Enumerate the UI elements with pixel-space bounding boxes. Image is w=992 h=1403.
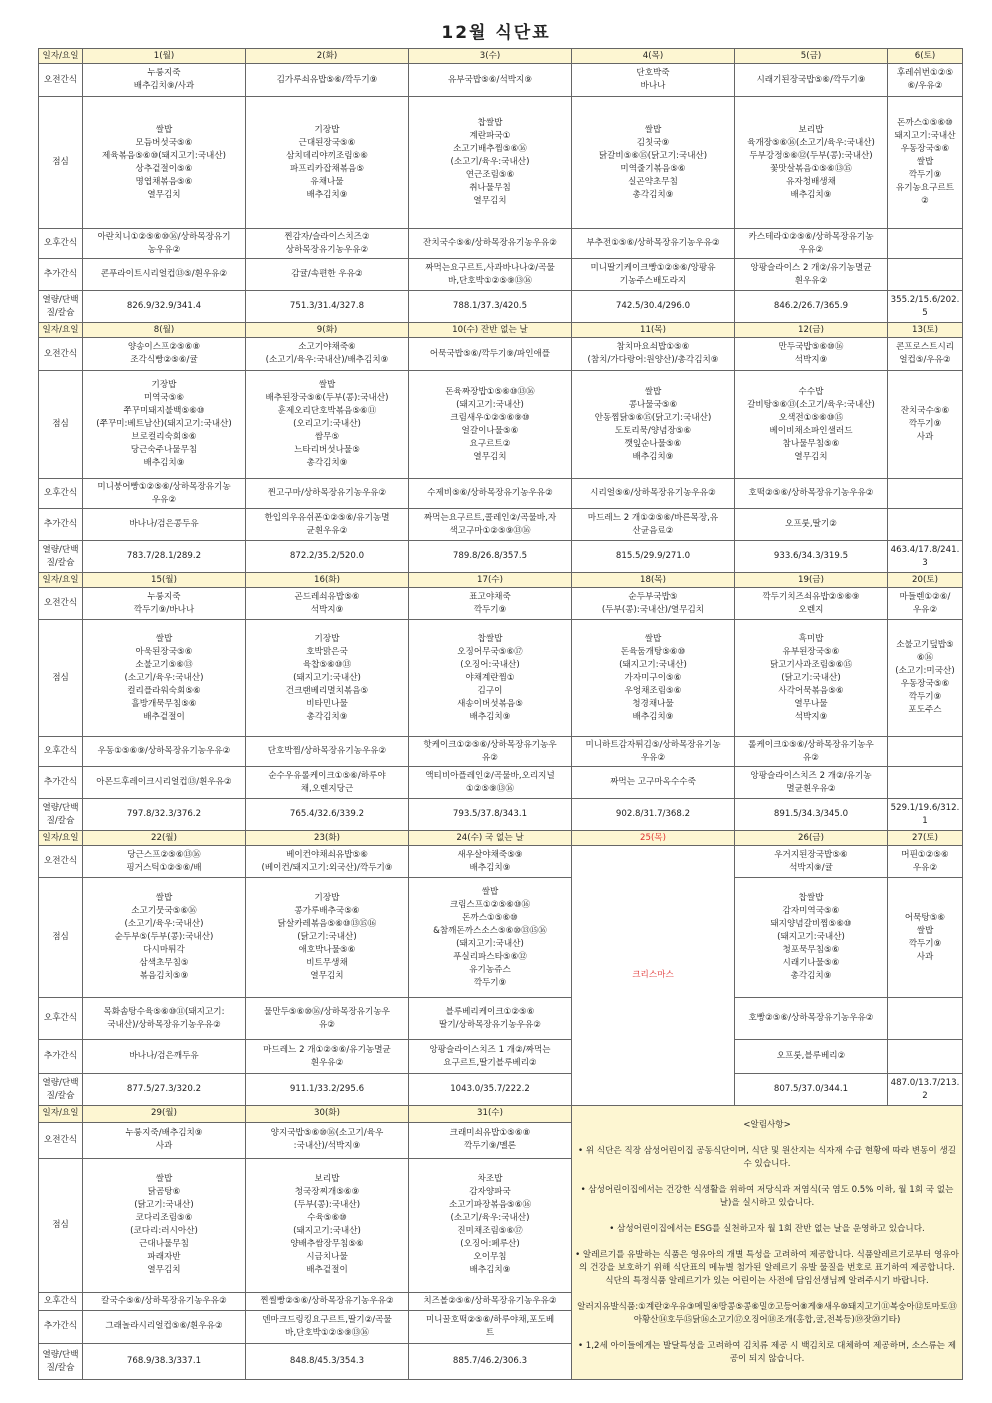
nutri-cell: 877.5/27.3/320.2 bbox=[83, 1074, 246, 1106]
date-cell: 18(목) bbox=[572, 573, 735, 588]
extra-label: 추가간식 bbox=[39, 1310, 83, 1344]
week-2-extra bbox=[39, 509, 963, 541]
notice-item: • 삼성어린이집에서는 건강한 식생활을 위하여 저당식과 저염식(국 염도 0.5% 이하, 월 1회 국 없는 날)을 실시하고 있습니다. bbox=[580, 1185, 954, 1208]
week-4-lunch bbox=[39, 878, 963, 998]
nutri-cell: 783.7/28.1/289.2 bbox=[83, 541, 246, 573]
extra-cell: 아몬드후레이크시리얼컵⑬/흰우유② bbox=[83, 767, 246, 799]
lunch-cell: 찹쌀밥 감자미역국⑤⑥ 돼지양념갈비찜⑤⑥⑩ (돼지고기:국내산) 청포묵무침⑤⑥ 시래기나물⑤⑥ 총각김치⑨ bbox=[735, 878, 888, 998]
week-2-lunch bbox=[39, 371, 963, 479]
am-cell: 누룽지죽 배추김치⑨/사과 bbox=[83, 64, 246, 97]
nutri-cell: 789.8/26.8/357.5 bbox=[409, 541, 572, 573]
nutri-cell: 826.9/32.9/341.4 bbox=[83, 291, 246, 323]
week-1-pm bbox=[39, 229, 963, 259]
nutri-cell: 911.1/33.2/295.6 bbox=[246, 1074, 409, 1106]
pm-cell: 호빵②⑤⑥/상하목장유기농우유② bbox=[735, 998, 888, 1040]
pm-cell: 카스테라①②⑤⑥/상하목장유기농 우유② bbox=[735, 229, 888, 259]
am-cell: 마들렌①②⑥/ 우유② bbox=[888, 588, 963, 620]
extra-cell: 미니딸기케이크빵①②⑤⑥/앙팡유 기농주스배도라지 bbox=[572, 259, 735, 291]
date-cell: 26(금) bbox=[735, 831, 888, 846]
date-cell: 24(수) 국 없는 날 bbox=[409, 831, 572, 846]
nutri-cell: 902.8/31.7/368.2 bbox=[572, 799, 735, 831]
lunch-cell: 쌀밥 크림스프①②⑤⑥⑩⑯ 돈까스①⑤⑥⑩ &참깨돈까스소스⑤⑥⑩⑬⑮⑯ (돼지고기:국내산) 푸실리파스타⑤⑥⑫ 유기농쥬스 깍두기⑨ bbox=[409, 878, 572, 998]
nutri-cell: 885.7/46.2/306.3 bbox=[409, 1344, 572, 1380]
extra-cell: 마드레느 2 개①②⑤⑥/유기농멸균 흰우유② bbox=[246, 1040, 409, 1074]
notice-item: • 알레르기를 유발하는 식품은 영유아의 개별 특성을 고려하여 제공합니다. 식품알레르기로부터 영유아의 건강을 보호하기 위해 식단표의 메뉴별 첨가된 알레르기 유발 물질을 번호로 표기하여 제공합니다. 식단의 특정식품 알레르기가 있는 어린이는 사전에 담임선생님께 알려주시기 바랍니다. bbox=[575, 1250, 959, 1286]
extra-cell: 앙팡슬라이스 2 개②/유기농멸균 흰우유② bbox=[735, 259, 888, 291]
lunch-cell: 흑미밥 유부된장국⑤⑥ 닭고기사과조림⑤⑥⑮ (닭고기:국내산) 사각어묵볶음⑤⑥ 열무나물 석박지⑨ bbox=[735, 620, 888, 737]
week-3-lunch bbox=[39, 620, 963, 737]
lunch-cell: 쌀밥 모듬버섯국⑤⑥ 제육볶음⑤⑥⑩(돼지고기:국내산) 상추겉절이⑤⑥ 명엽채볶음⑤⑥ 열무김치 bbox=[83, 97, 246, 229]
nutri-cell: 765.4/32.6/339.2 bbox=[246, 799, 409, 831]
extra-cell bbox=[888, 259, 963, 291]
day-label: 일자/요일 bbox=[39, 831, 83, 846]
lunch-cell: 차조밥 감자양파국 소고기파장볶음⑤⑥⑯ (소고기/육우:국내산) 진미채조림⑤⑥⑰ (오징어:페루산) 오이무침 배추김치⑨ bbox=[409, 1158, 572, 1292]
pm-cell: 찐감자/슬라이스치즈② 상하목장유기농우유② bbox=[246, 229, 409, 259]
holiday-cell: 크리스마스 bbox=[572, 846, 735, 1106]
week-4-extra bbox=[39, 1040, 963, 1074]
notice-panel bbox=[572, 1106, 963, 1380]
lunch-cell: 쌀밥 김칫국⑨ 닭갈비⑤⑥⑮(닭고기:국내산) 미역줄기볶음⑤⑥ 실곤약초무침 총각김치⑨ bbox=[572, 97, 735, 229]
lunch-cell: 쌀밥 돈육둠개탕⑤⑥⑩ (돼지고기:국내산) 가자미구이⑤⑥ 우엉채조림⑤⑥ 청경채나물 배추김치⑨ bbox=[572, 620, 735, 737]
nutri-label: 열량/단백 질/칼슘 bbox=[39, 799, 83, 831]
extra-cell: 짜먹는요구르트,사과바나나②/곡물 바,단호박①②⑤⑨⑬⑯ bbox=[409, 259, 572, 291]
notice-item: • 삼성어린이집에서는 ESG를 실천하고자 월 1회 잔반 없는 날을 운영하고 있습니다. bbox=[609, 1224, 925, 1234]
nutri-cell: 768.9/38.3/337.1 bbox=[83, 1344, 246, 1380]
notice-item: • 위 식단은 직장 삼성어린이집 공동식단이며, 식단 및 원산지는 식자재 수급 현황에 따라 변동이 생길 수 있습니다. bbox=[577, 1146, 957, 1169]
am-label: 오전간식 bbox=[39, 1122, 83, 1158]
am-cell: 유부국밥⑤⑥/석박지⑨ bbox=[409, 64, 572, 97]
lunch-cell: 기장밥 콩가루배추국⑤⑥ 닭살카레볶음⑤⑥⑩⑬⑮⑯ (닭고기:국내산) 애호박나물⑤⑥ 비트무생채 열무김치 bbox=[246, 878, 409, 998]
lunch-cell: 쌀밥 닭곰탕⑥ (닭고기:국내산) 코다리조림⑤⑥ (코다리:러시아산) 근대나물무침 파래자반 열무김치 bbox=[83, 1158, 246, 1292]
lunch-label: 점심 bbox=[39, 371, 83, 479]
week-3-am bbox=[39, 588, 963, 620]
am-cell: 김가루쇠유밥⑤⑥/깍두기⑨ bbox=[246, 64, 409, 97]
page-title: 12월 식단표 bbox=[441, 23, 551, 43]
am-cell: 소고기야채죽⑥ (소고기/육우:국내산)/배추김치⑨ bbox=[246, 338, 409, 371]
pm-cell: 부추전①⑤⑥/상하목장유기농우유② bbox=[572, 229, 735, 259]
extra-cell: 그래놀라시리얼컵⑤⑥/흰우유② bbox=[83, 1310, 246, 1344]
pm-cell: 블루베리케이크①②⑤⑥ 딸기/상하목장유기농우유② bbox=[409, 998, 572, 1040]
lunch-cell: 쌀밥 콩나물국⑤⑥ 안동찜닭⑤⑥⑮(닭고기:국내산) 도토리묵/양념장⑤⑥ 깻잎순나물⑤⑥ 배추김치⑨ bbox=[572, 371, 735, 479]
pm-cell: 치즈볼②⑤⑥/상하목장유기농우유② bbox=[409, 1292, 572, 1310]
nutri-cell: 793.5/37.8/343.1 bbox=[409, 799, 572, 831]
date-cell: 13(토) bbox=[888, 323, 963, 338]
lunch-cell: 돈까스①⑤⑥⑩ 돼지고기:국내산 우동장국⑤⑥ 쌀밥 깍두기⑨ 유기농요구르트 ② bbox=[888, 97, 963, 229]
extra-cell: 액티비아플레인②/곡물바,오리지널 ①②⑤⑨⑬⑯ bbox=[409, 767, 572, 799]
week-1-nutri bbox=[39, 291, 963, 323]
lunch-cell: 소불고기덮밥⑤ ⑥⑯ (소고기:미국산) 우동장국⑤⑥ 깍두기⑨ 포도주스 bbox=[888, 620, 963, 737]
week-4-pm bbox=[39, 998, 963, 1040]
date-cell: 30(화) bbox=[246, 1106, 409, 1123]
allergen-legend: 알러지유발식품:①계란②우유③메밀④땅콩⑤콩⑥밀⑦고등어⑧게⑨새우⑩돼지고기⑪복숭아⑫토마토⑬아황산⑭호두⑮닭⑯소고기⑰오징어⑱조개(홍합,굴,전복등)⑲잣⑳기타) bbox=[577, 1302, 957, 1325]
am-cell: 시래기된장국밥⑤⑥/깍두기⑨ bbox=[735, 64, 888, 97]
date-cell: 8(월) bbox=[83, 323, 246, 338]
lunch-cell: 잔치국수⑤⑥ 깍두기⑨ 사과 bbox=[888, 371, 963, 479]
pm-cell bbox=[888, 229, 963, 259]
notice-heading: <알림사항> bbox=[743, 1120, 791, 1130]
am-cell: 만두국밥⑤⑥⑩⑯ 석박지⑨ bbox=[735, 338, 888, 371]
day-label: 일자/요일 bbox=[39, 323, 83, 338]
nutri-label: 열량/단백 질/칼슘 bbox=[39, 1074, 83, 1106]
pm-cell: 물만두⑤⑥⑩⑯/상하목장유기농우 유② bbox=[246, 998, 409, 1040]
nutri-cell: 487.0/13.7/213. 2 bbox=[888, 1074, 963, 1106]
am-cell: 후레쉬번①②⑤ ⑥/우유② bbox=[888, 64, 963, 97]
date-cell: 10(수) 잔반 없는 날 bbox=[409, 323, 572, 338]
week-4-am bbox=[39, 846, 963, 878]
extra-cell: 앙팡슬라이스치즈 2 개②/유기농 멸균흰우유② bbox=[735, 767, 888, 799]
nutri-cell: 846.2/26.7/365.9 bbox=[735, 291, 888, 323]
nutri-label: 열량/단백 질/칼슘 bbox=[39, 1344, 83, 1380]
week-2-header bbox=[39, 323, 963, 338]
date-cell: 29(월) bbox=[83, 1106, 246, 1123]
date-cell: 2(화) bbox=[246, 49, 409, 64]
lunch-cell: 돈육짜장밥①⑤⑥⑩⑬⑯ (돼지고기:국내산) 크림새우①②⑤⑥⑨⑩ 얼갈이나물⑤⑥ 요구르트② 열무김치 bbox=[409, 371, 572, 479]
lunch-cell: 찹쌀밥 계란파국① 소고기배추찜⑤⑥⑯ (소고기/육우:국내산) 연근조림⑤⑥ 취나물무침 열무김치 bbox=[409, 97, 572, 229]
am-cell: 어묵국밥⑤⑥/깍두기⑨/파인애플 bbox=[409, 338, 572, 371]
am-cell: 크래미쇠유밥①⑤⑥⑧ 깍두기⑨/멜론 bbox=[409, 1122, 572, 1158]
lunch-cell: 기장밥 미역국⑤⑥ 쭈꾸미돼지불백⑤⑥⑩ (쭈꾸미:베트남산)(돼지고기:국내산) 브로컬리숙회⑤⑥ 당근숙주나물무침 배추김치⑨ bbox=[83, 371, 246, 479]
week-1-header bbox=[39, 49, 963, 64]
nutri-cell: 797.8/32.3/376.2 bbox=[83, 799, 246, 831]
lunch-cell: 수수밥 갈비탕⑤⑥⑬(소고기/육우:국내산) 오색전①⑤⑥⑩⑮ 베이비채소파인샐러드 참나물무침⑤⑥ 열무김치 bbox=[735, 371, 888, 479]
am-cell: 누룽지죽 깍두기⑨/바나나 bbox=[83, 588, 246, 620]
extra-label: 추가간식 bbox=[39, 259, 83, 291]
date-cell: 3(수) bbox=[409, 49, 572, 64]
week-3-extra bbox=[39, 767, 963, 799]
extra-cell: 바나나/검은콩두유 bbox=[83, 509, 246, 541]
am-cell: 우거지된장국밥⑤⑥ 석박지⑨/귤 bbox=[735, 846, 888, 878]
lunch-cell: 쌀밥 소고기뭇국⑤⑥⑯ (소고기/육우:국내산) 순두부⑤(두부(콩):국내산) 다시마튀각 삼색초무침⑤ 볶음김치⑤⑨ bbox=[83, 878, 246, 998]
extra-cell: 오프룻,블루베리② bbox=[735, 1040, 888, 1074]
nutri-cell: 788.1/37.3/420.5 bbox=[409, 291, 572, 323]
extra-cell: 바나나/검은깨두유 bbox=[83, 1040, 246, 1074]
am-cell: 단호박죽 바나나 bbox=[572, 64, 735, 97]
extra-label: 추가간식 bbox=[39, 767, 83, 799]
nutri-cell: 355.2/15.6/202. 5 bbox=[888, 291, 963, 323]
date-cell: 5(금) bbox=[735, 49, 888, 64]
day-label: 일자/요일 bbox=[39, 573, 83, 588]
week-1-am bbox=[39, 64, 963, 97]
date-cell: 22(월) bbox=[83, 831, 246, 846]
date-cell: 15(월) bbox=[83, 573, 246, 588]
pm-cell bbox=[888, 998, 963, 1040]
lunch-label: 점심 bbox=[39, 620, 83, 737]
week-4-nutri bbox=[39, 1074, 963, 1106]
week-1-lunch bbox=[39, 97, 963, 229]
date-cell: 6(토) bbox=[888, 49, 963, 64]
pm-cell: 목화솜탕수육⑤⑥⑩⑪(돼지고기: 국내산)/상하목장유기농우유② bbox=[83, 998, 246, 1040]
am-cell: 머핀①②⑤⑥ 우유② bbox=[888, 846, 963, 878]
nutri-cell: 891.5/34.3/345.0 bbox=[735, 799, 888, 831]
am-cell: 당근스프②⑤⑥⑬⑯ 핑거스틱①②⑤⑥/배 bbox=[83, 846, 246, 878]
extra-cell bbox=[888, 509, 963, 541]
am-label: 오전간식 bbox=[39, 338, 83, 371]
am-label: 오전간식 bbox=[39, 846, 83, 878]
week-5-header bbox=[39, 1106, 963, 1123]
extra-cell: 순수우유롤케이크①⑤⑥/하루야 채,오렌지당근 bbox=[246, 767, 409, 799]
week-3-header bbox=[39, 573, 963, 588]
pm-label: 오후간식 bbox=[39, 998, 83, 1040]
nutri-cell: 848.8/45.3/354.3 bbox=[246, 1344, 409, 1380]
lunch-label: 점심 bbox=[39, 1158, 83, 1292]
date-cell: 27(토) bbox=[888, 831, 963, 846]
extra-cell: 콘푸라이트시리얼컵⑬⑤/흰우유② bbox=[83, 259, 246, 291]
date-cell: 17(수) bbox=[409, 573, 572, 588]
lunch-cell: 어묵탕⑤⑥ 쌀밥 깍두기⑨ 사과 bbox=[888, 878, 963, 998]
nutri-cell: 529.1/19.6/312. 1 bbox=[888, 799, 963, 831]
extra-cell: 짜먹는요구르트,콜레인②/곡물바,자 색고구마①②⑤⑨⑬⑯ bbox=[409, 509, 572, 541]
week-2-pm bbox=[39, 479, 963, 509]
extra-cell: 앙팡슬라이스치즈 1 개②/짜먹는 요구르트,딸기블루베리② bbox=[409, 1040, 572, 1074]
extra-cell: 감귤/속편한 우유② bbox=[246, 259, 409, 291]
am-label: 오전간식 bbox=[39, 64, 83, 97]
lunch-cell: 찹쌀밥 오징어무국⑤⑥⑰ (오징어:국내산) 야채계란찜① 김구이 새송이버섯볶음⑤ 배추김치⑨ bbox=[409, 620, 572, 737]
day-label: 일자/요일 bbox=[39, 1106, 83, 1123]
notice-item: • 1,2세 아이들에게는 발달특성을 고려하여 김치류 제공 시 백김치로 대체하여 제공하며, 소스류는 제공이 되지 않습니다. bbox=[577, 1341, 956, 1364]
pm-cell: 롤케이크①⑤⑥/상하목장유기농우 유② bbox=[735, 737, 888, 767]
am-cell: 깍두기치즈쇠유밥②⑤⑥⑨ 오렌지 bbox=[735, 588, 888, 620]
week-1-extra bbox=[39, 259, 963, 291]
extra-cell: 마드레느 2 개①②⑤⑥/바른목장,유 산균음료② bbox=[572, 509, 735, 541]
extra-cell: 오프룻,딸기② bbox=[735, 509, 888, 541]
week-2-nutri bbox=[39, 541, 963, 573]
lunch-label: 점심 bbox=[39, 878, 83, 998]
date-cell: 9(화) bbox=[246, 323, 409, 338]
date-cell: 1(월) bbox=[83, 49, 246, 64]
lunch-cell: 쌀밥 아욱된장국⑤⑥ 소불고기⑤⑥⑬ (소고기/육우:국내산) 컬리플라워숙회⑤⑥ 흘방개묵무침⑤⑥ 배추겉절이 bbox=[83, 620, 246, 737]
pm-cell: 핫케이크①②⑤⑥/상하목장유기농우 유② bbox=[409, 737, 572, 767]
nutri-cell: 751.3/31.4/327.8 bbox=[246, 291, 409, 323]
pm-cell: 단호박찜/상하목장유기농우유② bbox=[246, 737, 409, 767]
pm-label: 오후간식 bbox=[39, 229, 83, 259]
pm-cell: 수제비⑤⑥/상하목장유기농우유② bbox=[409, 479, 572, 509]
extra-cell: 한입의우유쉬폰①②⑤⑥/유기농멸 균흰우유② bbox=[246, 509, 409, 541]
am-cell: 양송이스프②⑤⑥⑧ 조각식빵②⑤⑥/귤 bbox=[83, 338, 246, 371]
am-cell: 양지국밥⑤⑥⑩⑯(소고기/육우 :국내산)/석박지⑨ bbox=[246, 1122, 409, 1158]
date-cell: 11(목) bbox=[572, 323, 735, 338]
lunch-cell: 보리밥 육개장⑤⑥⑯(소고기/육우:국내산) 두부강정⑤⑥⑫(두부(콩):국내산) 꽃맛살볶음①⑤⑥⑬⑮ 유자청배생채 배추김치⑨ bbox=[735, 97, 888, 229]
am-cell: 새우살야채죽⑤⑨ 배추김치⑨ bbox=[409, 846, 572, 878]
week-3-nutri bbox=[39, 799, 963, 831]
extra-cell bbox=[888, 1040, 963, 1074]
extra-label: 추가간식 bbox=[39, 509, 83, 541]
week-4-header bbox=[39, 831, 963, 846]
lunch-cell: 보리밥 청국장찌개⑤⑥⑨ (두부(콩):국내산) 수육⑤⑥⑩ (돼지고기:국내산) 양배추쌈장무침⑤⑥ 시금치나물 배추겉절이 bbox=[246, 1158, 409, 1292]
week-3-pm bbox=[39, 737, 963, 767]
am-cell: 베이컨야채쇠유밥⑤⑥ (베이컨/돼지고기:외국산)/깍두기⑨ bbox=[246, 846, 409, 878]
lunch-cell: 기장밥 호박맑은국 육찹⑤⑥⑩⑬ (돼지고기:국내산) 건크랜베리멸치볶음⑤ 비타민나물 총각김치⑨ bbox=[246, 620, 409, 737]
am-cell: 참치마요쇠밥①⑤⑥ (참치/가다랑어:원양산)/총각김치⑨ bbox=[572, 338, 735, 371]
pm-cell bbox=[888, 737, 963, 767]
am-cell: 곤드레쇠유밥⑤⑥ 석박지⑨ bbox=[246, 588, 409, 620]
pm-label: 오후간식 bbox=[39, 737, 83, 767]
extra-cell bbox=[888, 767, 963, 799]
nutri-cell: 463.4/17.8/241. 3 bbox=[888, 541, 963, 573]
nutri-cell: 815.5/29.9/271.0 bbox=[572, 541, 735, 573]
pm-cell: 아란치니①②⑤⑥⑩⑯/상하목장유기 농우유② bbox=[83, 229, 246, 259]
pm-cell: 호떡②⑤⑥/상하목장유기농우유② bbox=[735, 479, 888, 509]
date-cell: 31(수) bbox=[409, 1106, 572, 1123]
extra-cell: 덴마크드링킹요구르트,딸기②/곡물 바,단호박①②⑤⑨⑬⑯ bbox=[246, 1310, 409, 1344]
am-label: 오전간식 bbox=[39, 588, 83, 620]
date-cell: 16(화) bbox=[246, 573, 409, 588]
pm-cell: 잔치국수⑤⑥/상하목장유기농우유② bbox=[409, 229, 572, 259]
nutri-cell: 742.5/30.4/296.0 bbox=[572, 291, 735, 323]
am-cell: 콘프로스트시리 얼컵⑤/우유② bbox=[888, 338, 963, 371]
nutri-label: 열량/단백 질/칼슘 bbox=[39, 541, 83, 573]
menu-table bbox=[38, 48, 963, 1380]
nutri-label: 열량/단백 질/칼슘 bbox=[39, 291, 83, 323]
lunch-cell: 기장밥 근대된장국⑤⑥ 삼치데리야끼조림⑤⑥ 파프리카잡채볶음⑤ 유채나물 배추김치⑨ bbox=[246, 97, 409, 229]
pm-cell: 칼국수⑤⑥/상하목장유기농우유② bbox=[83, 1292, 246, 1310]
day-label: 일자/요일 bbox=[39, 49, 83, 64]
pm-cell: 미니붕어빵①②⑤⑥/상하목장유기농 우유② bbox=[83, 479, 246, 509]
am-cell: 표고야채죽 깍두기⑨ bbox=[409, 588, 572, 620]
date-cell: 20(토) bbox=[888, 573, 963, 588]
date-cell-holiday: 25(목) bbox=[572, 831, 735, 846]
nutri-cell: 872.2/35.2/520.0 bbox=[246, 541, 409, 573]
am-cell: 누룽지죽/배추김치⑨ 사과 bbox=[83, 1122, 246, 1158]
extra-cell: 미니꿀호떡②⑤⑥/하루야채,포도베 트 bbox=[409, 1310, 572, 1344]
pm-cell: 찐고구마/상하목장유기농우유② bbox=[246, 479, 409, 509]
pm-cell: 시리얼⑤⑥/상하목장유기농우유② bbox=[572, 479, 735, 509]
pm-label: 오후간식 bbox=[39, 479, 83, 509]
date-cell: 23(화) bbox=[246, 831, 409, 846]
date-cell: 4(목) bbox=[572, 49, 735, 64]
lunch-label: 점심 bbox=[39, 97, 83, 229]
week-2-am bbox=[39, 338, 963, 371]
extra-label: 추가간식 bbox=[39, 1040, 83, 1074]
lunch-cell: 쌀밥 배추된장국⑤⑥(두부(콩):국내산) 훈제오리단호박볶음⑤⑥⑪ (오리고기:국내산) 쌈무⑤ 느타리버섯나물⑤ 총각김치⑨ bbox=[246, 371, 409, 479]
nutri-cell: 1043.0/35.7/222.2 bbox=[409, 1074, 572, 1106]
pm-cell bbox=[888, 479, 963, 509]
pm-cell: 미니하트감자튀김⑤/상하목장유기농 우유② bbox=[572, 737, 735, 767]
nutri-cell: 807.5/37.0/344.1 bbox=[735, 1074, 888, 1106]
extra-cell: 짜먹는 고구마옥수수죽 bbox=[572, 767, 735, 799]
pm-cell: 우동①⑤⑥⑨/상하목장유기농우유② bbox=[83, 737, 246, 767]
nutri-cell: 933.6/34.3/319.5 bbox=[735, 541, 888, 573]
pm-label: 오후간식 bbox=[39, 1292, 83, 1310]
date-cell: 19(금) bbox=[735, 573, 888, 588]
pm-cell: 찐씰빵②⑤⑥/상하목장유기농우유② bbox=[246, 1292, 409, 1310]
am-cell: 순두부국밥⑤ (두부(콩):국내산)/열무김치 bbox=[572, 588, 735, 620]
date-cell: 12(금) bbox=[735, 323, 888, 338]
